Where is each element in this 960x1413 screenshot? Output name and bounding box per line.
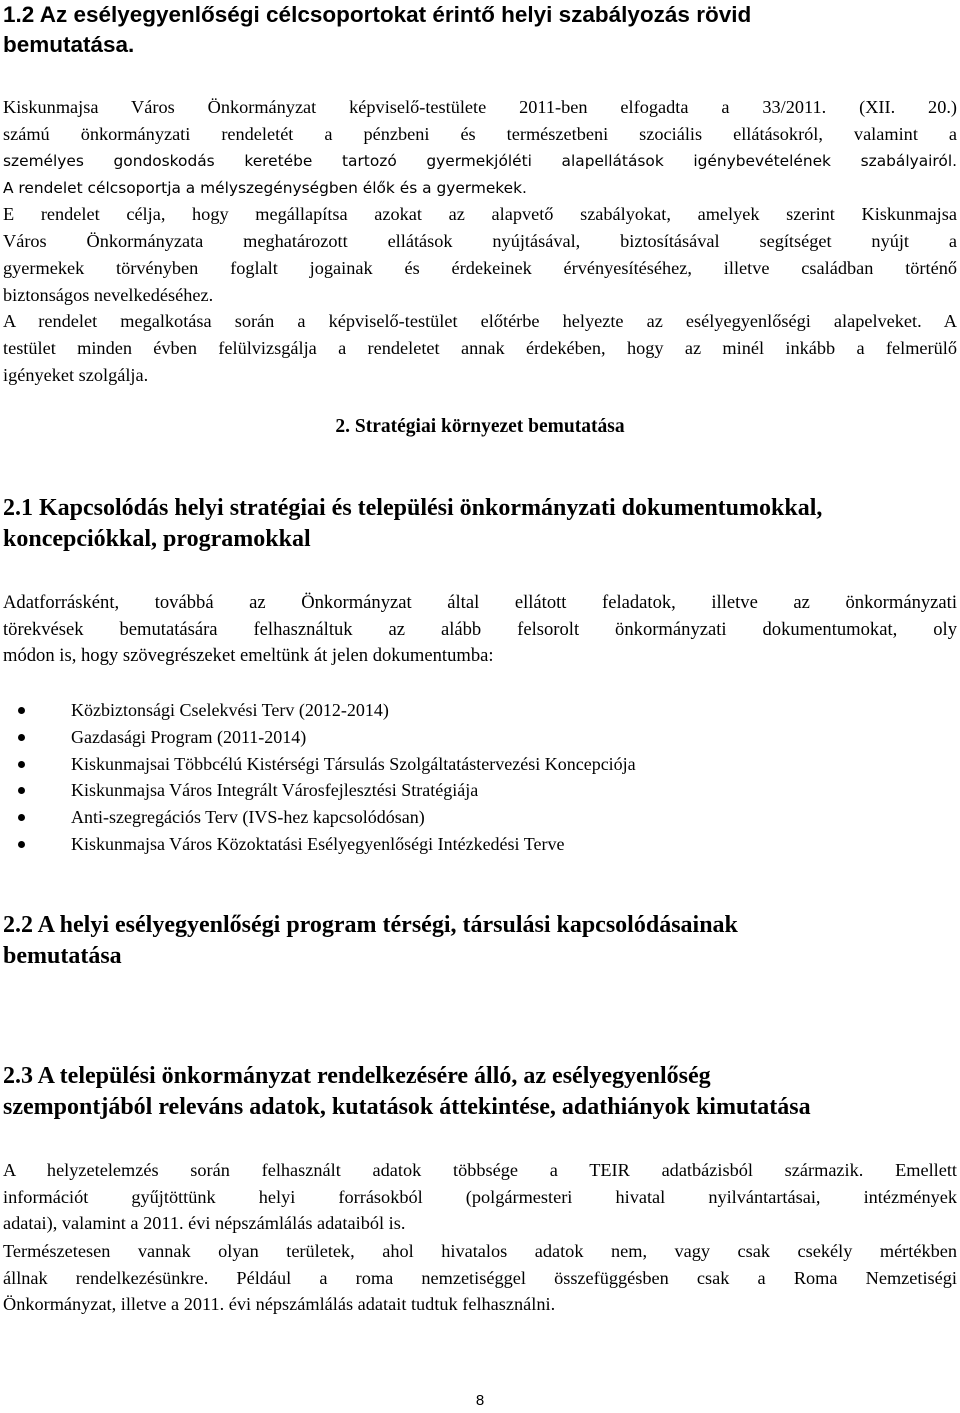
text-line: információt gyűjtöttünk helyi forrásokból (polgármesteri hivatal nyilvántartásai, intézmények xyxy=(3,1186,957,1207)
document-list-item-label: Kiskunmajsa Város Közoktatási Esélyegyenlőségi Intézkedési Terve xyxy=(71,833,565,854)
heading-line: 2.3 A települési önkormányzat rendelkezésére álló, az esélyegyenlőség xyxy=(3,1063,711,1089)
text-line: A helyzetelemzés során felhasznált adatok többsége a TEIR adatbázisból származik. Emellett xyxy=(3,1160,957,1180)
text-line: Önkormányzat, illetve a 2011. évi népszámlálás adatait tudtuk felhasználni. xyxy=(3,1294,556,1314)
document-list-item-label: Kiskunmajsai Többcélú Kistérségi Társulás Szolgáltatástervezési Koncepciója xyxy=(71,753,636,774)
heading-line: 1.2 Az esélyegyenlőségi célcsoportokat érintő helyi szabályozás rövid xyxy=(3,2,752,27)
text-line: biztonságos nevelkedéséhez. xyxy=(3,285,214,305)
paragraph-regulation-intro xyxy=(3,94,957,202)
heading-line: bemutatása. xyxy=(3,32,135,57)
text-line: állnak rendelkezésünkre. Például a roma nemzetiséggel összefüggésben csak a Roma Nemzetiségi xyxy=(3,1267,957,1288)
bullet-icon xyxy=(18,814,25,821)
bullet-icon xyxy=(18,761,25,768)
paragraph-data-gaps xyxy=(3,1238,957,1318)
heading-2-3 xyxy=(3,1061,957,1123)
page-number: 8 xyxy=(475,1392,485,1409)
heading-line: szempontjából releváns adatok, kutatások áttekintése, adathiányok kimutatása xyxy=(3,1094,811,1120)
heading-line: 2.2 A helyi esélyegyenlőségi program térségi, társulási kapcsolódásainak xyxy=(3,912,738,938)
document-list-item xyxy=(18,697,918,724)
document-list xyxy=(18,697,918,858)
text-line: személyes gondoskodás keretébe tartozó gyermekjóléti alapellátások igénybevételének szabályairól. xyxy=(3,152,957,170)
text-line: Adatforrásként, továbbá az Önkormányzat által ellátott feladatok, illetve az önkormányzati xyxy=(3,592,957,613)
document-list-item-label: Anti-szegregációs Terv (IVS-hez kapcsolódósan) xyxy=(71,807,425,828)
document-list-item xyxy=(18,831,918,858)
heading-2-2 xyxy=(3,910,957,972)
paragraph-regulation-purpose xyxy=(3,201,957,309)
heading-line: bemutatása xyxy=(3,943,122,969)
text-line: gyermekek törvényben foglalt jogainak és érdekeinek érvényesítéséhez, illetve családban történő xyxy=(3,258,957,278)
text-line: A rendelet megalkotása során a képviselő-testület előtérbe helyezte az esélyegyenlőségi alapelveket. A xyxy=(3,311,957,331)
text-line: számú önkormányzati rendeletét a pénzbeni és természetbeni szociális ellátásokról, valamint a xyxy=(3,124,957,144)
heading-line: 2.1 Kapcsolódás helyi stratégiai és települési önkormányzati dokumentumokkal, xyxy=(3,495,823,521)
heading-1-2 xyxy=(3,0,957,60)
text-line: A rendelet célcsoportja a mélyszegénységben élők és a gyermekek. xyxy=(3,179,527,197)
document-list-item xyxy=(18,751,918,778)
bullet-icon xyxy=(18,707,25,714)
bullet-icon xyxy=(18,787,25,794)
document-list-item-label: Közbiztonsági Cselekvési Terv (2012-2014) xyxy=(71,700,389,720)
text-line: Város Önkormányzata meghatározott ellátások nyújtásával, biztosításával segítséget nyújt a xyxy=(3,231,957,251)
text-line: Természetesen vannak olyan területek, ahol hivatalos adatok nem, vagy csak csekély mértékben xyxy=(3,1241,957,1261)
text-line: Kiskunmajsa Város Önkormányzat képviselő-testülete 2011-ben elfogadta a 33/2011. (XII. 20.) xyxy=(3,97,957,117)
heading-2-1 xyxy=(3,493,957,555)
paragraph-data-sources xyxy=(3,590,957,670)
document-list-item xyxy=(18,724,918,751)
text-line: E rendelet célja, hogy megállapítsa azokat az alapvető szabályokat, amelyek szerint Kiskunmajsa xyxy=(3,204,957,224)
text-line: testület minden évben felülvizsgálja a rendeletet annak érdekében, hogy az minél inkább a felmerülő xyxy=(3,338,957,358)
text-line: törekvések bemutatására felhasználtuk az alább felsorolt önkormányzati dokumentumokat, oly xyxy=(3,618,957,640)
document-list-item xyxy=(18,777,918,804)
heading-line: koncepciókkal, programokkal xyxy=(3,526,311,552)
document-list-item xyxy=(18,804,918,831)
section-2-title: 2. Stratégiai környezet bemutatása xyxy=(335,416,625,437)
bullet-icon xyxy=(18,734,25,741)
text-line: módon is, hogy szövegrészeket emeltünk át jelen dokumentumba: xyxy=(3,645,494,666)
text-line: igényeket szolgálja. xyxy=(3,365,149,385)
paragraph-teir-sources xyxy=(3,1157,957,1237)
bullet-icon xyxy=(18,841,25,848)
document-list-item-label: Gazdasági Program (2011-2014) xyxy=(71,726,307,747)
paragraph-regulation-review xyxy=(3,308,957,389)
text-line: adatai), valamint a 2011. évi népszámlálás adataiból is. xyxy=(3,1213,406,1233)
document-list-item-label: Kiskunmajsa Város Integrált Városfejlesztési Stratégiája xyxy=(71,780,479,801)
